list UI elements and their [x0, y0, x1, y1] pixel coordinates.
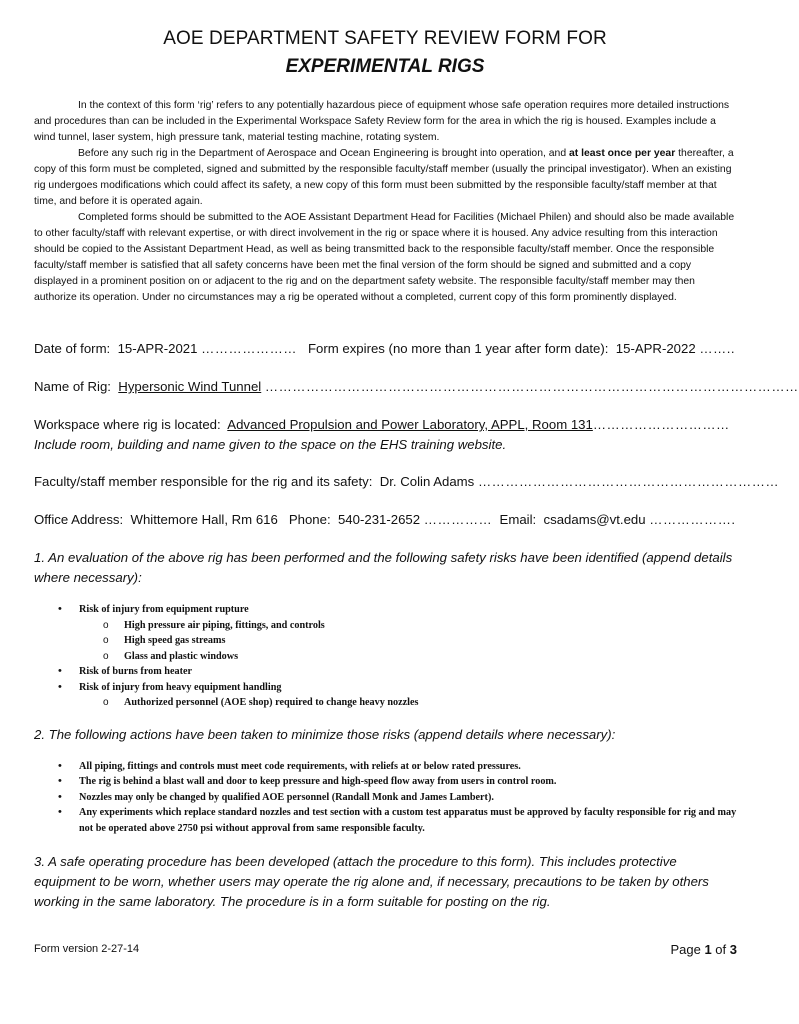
page-current: 1 — [704, 942, 712, 957]
risk-item — [34, 680, 737, 711]
intro-p2-text-a: Before any such rig in the Department of Aerospace and Ocean Engineering is brought into operation, and — [78, 148, 569, 159]
date-dots: ………………… — [201, 341, 297, 356]
workspace-row — [34, 415, 737, 435]
page-number — [670, 942, 737, 957]
email-dots: ………………. — [649, 512, 736, 527]
risk-subitem: o High speed gas streams — [79, 633, 737, 649]
action-list — [34, 759, 737, 837]
risk-item — [34, 602, 737, 664]
risk-list — [34, 602, 737, 711]
intro-paragraph-1: In the context of this form ‘rig’ refers to any potentially hazardous piece of equipment whose safe operation requires more detailed instructions and procedures than can be included in the Experimental Workspace Safety Review form for the area in which the rig is housed. Examples include a wind tunnel, laser system, high pressure tank, material testing machine, rotating system. — [34, 100, 730, 143]
action-item: • The rig is behind a blast wall and door to keep pressure and high-speed flow away from users in control room. — [34, 774, 737, 790]
office-label: Office Address: — [34, 512, 124, 527]
rig-name-dots: ……………………………………………………………………………………………………… — [264, 379, 799, 394]
intro-paragraph-3: Completed forms should be submitted to the AOE Assistant Department Head for Facilities (Michael Philen) and should also be made available to other faculty/staff with relevant expertise, or with direct involvement in the rig or space where it is housed. Any advice resulting from this interaction should be copied to the Assistant Department Head, as well as being transmitted back to the responsible faculty/staff member. Once the responsible faculty/staff member is satisfied that all safety concerns have been met the final version of the form should be signed and submitted and a copy displayed in a prominent position on or adjacent to the rig and on the department safety website. The responsible faculty/staff member may then authorize its operation. Under no circumstances may a rig be operated without a completed, current copy of this form prominently displayed. — [34, 212, 735, 303]
workspace-value[interactable]: Advanced Propulsion and Power Laboratory, APPL, Room 131 — [227, 417, 593, 432]
office-row — [34, 510, 737, 530]
phone-value[interactable]: 540-231-2652 — [337, 512, 421, 527]
risk-sublist — [79, 618, 737, 665]
intro-p2-bold: at least once per year — [568, 148, 676, 159]
date-row — [34, 339, 737, 359]
faculty-value[interactable]: Dr. Colin Adams — [379, 474, 475, 489]
expires-value[interactable]: 15-APR-2022 — [615, 341, 696, 356]
faculty-row — [34, 472, 780, 492]
email-label: Email: — [499, 512, 537, 527]
form-fields — [34, 339, 799, 912]
page-footer — [34, 943, 737, 955]
office-value[interactable]: Whittemore Hall, Rm 616 — [130, 512, 278, 527]
risk-subitem: o Authorized personnel (AOE shop) required to change heavy nozzles — [79, 695, 737, 711]
action-item: • Nozzles may only be changed by qualified AOE personnel (Randall Monk and James Lambert). — [34, 790, 737, 806]
risk-subitem: o Glass and plastic windows — [79, 649, 737, 665]
expires-dots: …….. — [699, 341, 736, 356]
form-version: Form version 2-27-14 — [34, 943, 140, 955]
risk-item-text: Risk of injury from equipment rupture — [79, 604, 249, 615]
date-label: Date of form: — [34, 341, 111, 356]
email-value[interactable]: csadams@vt.edu — [543, 512, 646, 527]
form-subtitle: EXPERIMENTAL RIGS — [285, 56, 485, 77]
action-item: • All piping, fittings and controls must meet code requirements, with reliefs at or below rated pressures. — [34, 759, 737, 775]
faculty-dots: ………………………………………………………… — [477, 474, 780, 489]
page-of: of — [711, 942, 730, 957]
page-prefix: Page — [670, 942, 705, 957]
risk-item: • Risk of burns from heater — [34, 664, 737, 680]
section-2-heading: 2. The following actions have been taken to minimize those risks (append details where necessary): — [34, 726, 616, 742]
date-value[interactable]: 15-APR-2021 — [117, 341, 198, 356]
workspace-label: Workspace where rig is located: — [34, 417, 221, 432]
intro-paragraph-2 — [34, 146, 737, 210]
rig-name-value[interactable]: Hypersonic Wind Tunnel — [118, 379, 262, 394]
risk-item-text: Risk of injury from heavy equipment handling — [79, 681, 282, 693]
rig-name-row — [34, 377, 799, 397]
rig-name-label: Name of Rig: — [34, 379, 111, 394]
section-1-heading: 1. An evaluation of the above rig has been performed and the following safety risks have been identified (append details where necessary): — [34, 550, 733, 585]
intro-p2-text-b: thereafter, a copy of this form must be completed, signed and submitted by the responsible faculty/staff member (usually the principal investigator). When an existing rig undergoes modifications which could affect its safety, a new copy of this form must been submitted by the responsible faculty/staff member at that time, and before it is operated again. — [34, 148, 734, 207]
workspace-dots: ………………………… — [592, 417, 730, 432]
risk-subitem: o High pressure air piping, fittings, and controls — [79, 618, 737, 634]
risk-sublist — [79, 695, 737, 711]
form-title: AOE DEPARTMENT SAFETY REVIEW FORM FOR — [163, 28, 607, 49]
action-item: • Any experiments which replace standard nozzles and test section with a custom test apparatus must be approved by faculty responsible for rig and may not be operated above 2750 psi without approval from same responsible faculty. — [34, 805, 737, 836]
faculty-label: Faculty/staff member responsible for the rig and its safety: — [34, 474, 373, 489]
page-total: 3 — [729, 942, 737, 957]
expires-label: Form expires (no more than 1 year after form date): — [307, 341, 609, 356]
section-3-text: 3. A safe operating procedure has been developed (attach the procedure to this form). This includes protective equipment to be worn, whether users may operate the rig alone and, if necessary, precautions to be taken by others working in the same laboratory. The procedure is in a form suitable for posting on the rig. — [34, 854, 709, 909]
intro-text — [34, 98, 737, 306]
workspace-note: Include room, building and name given to the space on the EHS training website. — [34, 437, 507, 452]
phone-label: Phone: — [288, 512, 331, 527]
phone-dots: …………… — [423, 512, 493, 527]
